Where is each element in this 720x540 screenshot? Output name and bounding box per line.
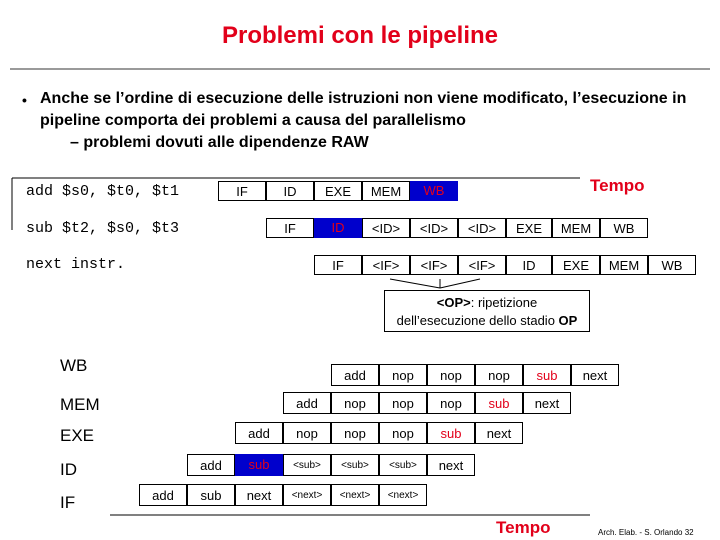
wb-cell-nop1: nop [379, 364, 427, 386]
wb-cell-nop3: nop [475, 364, 523, 386]
callout-text2: dell’esecuzione dello stadio [396, 313, 559, 328]
r2-if: IF [266, 218, 314, 238]
exe-cell-sub: sub [427, 422, 475, 444]
r2-id-rep1: <ID> [362, 218, 410, 238]
callout-op2: OP [558, 313, 578, 328]
bullet-marker: • [22, 92, 27, 108]
stage-label-wb: WB [60, 356, 88, 375]
r3-if-rep1: <IF> [362, 255, 410, 275]
callout-text1: : ripetizione [470, 295, 538, 310]
id-cell-sub: sub [235, 454, 283, 476]
r1-wb: WB [410, 181, 458, 201]
r3-if-rep2: <IF> [410, 255, 458, 275]
wb-cell-add: add [331, 364, 379, 386]
instruction-next: next instr. [26, 256, 126, 273]
footer-text: Arch. Elab. - S. Orlando 32 [598, 528, 694, 537]
r2-mem: MEM [552, 218, 600, 238]
exe-cell-nop1: nop [283, 422, 331, 444]
r1-if: IF [218, 181, 266, 201]
wb-cell-nop2: nop [427, 364, 475, 386]
tempo-label-bottom: Tempo [496, 518, 551, 537]
wb-cell-sub: sub [523, 364, 571, 386]
exe-cell-nop3: nop [379, 422, 427, 444]
r1-exe: EXE [314, 181, 362, 201]
r3-if-rep3: <IF> [458, 255, 506, 275]
r1-id: ID [266, 181, 314, 201]
stage-label-id: ID [60, 460, 77, 479]
r3-mem: MEM [600, 255, 648, 275]
r2-id-rep2: <ID> [410, 218, 458, 238]
instruction-sub: sub $t2, $s0, $t3 [26, 220, 180, 237]
exe-cell-next: next [475, 422, 523, 444]
id-cell-sub-rep2: <sub> [331, 454, 379, 476]
if-cell-sub: sub [187, 484, 235, 506]
exe-cell-nop2: nop [331, 422, 379, 444]
page-title: Problemi con le pipeline [221, 22, 499, 49]
if-cell-next-rep2: <next> [331, 484, 379, 506]
mem-cell-nop1: nop [331, 392, 379, 414]
r2-id-rep3: <ID> [458, 218, 506, 238]
mem-cell-sub: sub [475, 392, 523, 414]
exe-cell-add: add [235, 422, 283, 444]
r3-wb: WB [648, 255, 696, 275]
stage-label-exe: EXE [60, 426, 95, 445]
if-cell-next-rep3: <next> [379, 484, 427, 506]
if-cell-next: next [235, 484, 283, 506]
r1-mem: MEM [362, 181, 410, 201]
callout-op: <OP> [436, 295, 471, 310]
r3-id: ID [506, 255, 552, 275]
r2-exe: EXE [506, 218, 552, 238]
instruction-add: add $s0, $t0, $t1 [26, 183, 180, 200]
r3-if: IF [314, 255, 362, 275]
stage-label-if: IF [60, 493, 76, 512]
mem-cell-nop3: nop [427, 392, 475, 414]
r2-wb: WB [600, 218, 648, 238]
sub-bullet-text: – problemi dovuti alle dipendenze RAW [70, 134, 369, 151]
id-cell-add: add [187, 454, 235, 476]
wb-cell-next: next [571, 364, 619, 386]
id-cell-sub-rep3: <sub> [379, 454, 427, 476]
bullet-text: Anche se l’ordine di esecuzione delle istruzioni non viene modificato, l’esecuzione in pipeline comporta dei problemi a causa del parallelismo [40, 90, 687, 129]
id-cell-sub-rep1: <sub> [283, 454, 331, 476]
id-cell-next: next [427, 454, 475, 476]
r2-id: ID [314, 218, 362, 238]
stage-label-mem: MEM [60, 395, 100, 414]
if-cell-next-rep1: <next> [283, 484, 331, 506]
r3-exe: EXE [552, 255, 600, 275]
tempo-label-top: Tempo [590, 176, 645, 195]
if-cell-add: add [139, 484, 187, 506]
mem-cell-nop2: nop [379, 392, 427, 414]
mem-cell-next: next [523, 392, 571, 414]
mem-cell-add: add [283, 392, 331, 414]
